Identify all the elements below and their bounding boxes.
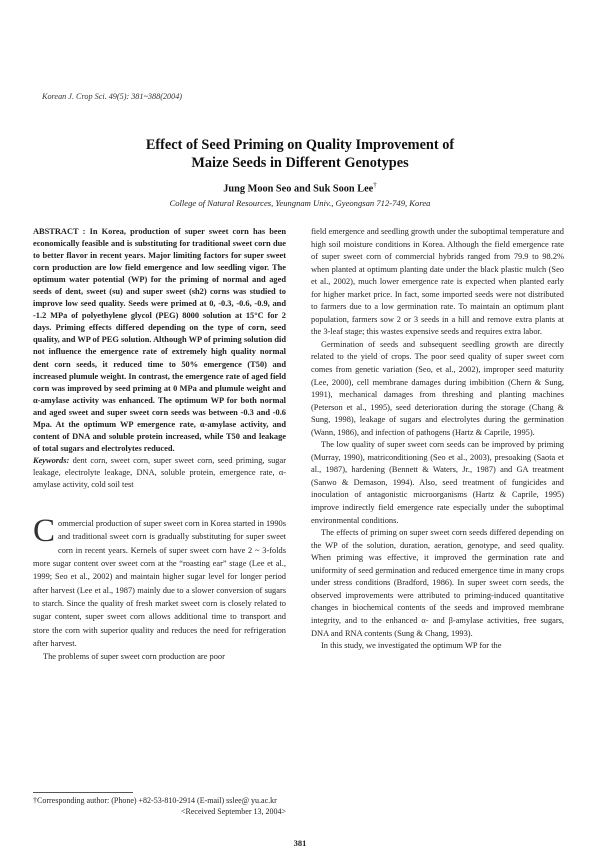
abstract-text: In Korea, production of super sweet corn has been economically feasible and is substituting for traditional sweet corn due to better flavor in recent years. Major limiting factors for super sweet corn production are low field emergence and low seedling vigor. The optimum water potential (WP) for the priming of normal and aged seeds of dent, sweet (su) and super sweet (sh2) corns was studied to improve low seed quality. Seeds were primed at 0, -0.3, -0.6, -0.9, and -1.2 MPa of polyethylene glycol (PEG) 8000 solution at 15°C for 2 days. Priming effects differed depending on the type of corn, seed quality, and WP of PEG solution. Although WP of priming solution did not influence the emergence rate of extremely high quality normal dent corn seeds, it reduced time to 50% emergence (T50) and increased plumule weight. In contrast, the emergence rate of aged field corn was improved by seed priming at 0 MPa and plumule weight and α-amylase activity was enhanced. The optimum WP for both normal and aged sweet and super sweet corn seeds was between -0.3 and -0.6 Mpa. At the optimum WP emergence rate, α-amylase activity, and content of DNA and soluble protein increased, while T50 and leakage of total sugars and electrolytes reduced. bbox=[33, 227, 286, 453]
keywords-text: dent corn, sweet corn, super sweet corn, seed priming, sugar leakage, electrolyte leakage, DNA, soluble protein, emergence rate, α-amylase activity, cold soil test bbox=[33, 455, 286, 489]
affiliation: College of Natural Resources, Yeungnam Univ., Gyeongsan 712-749, Korea bbox=[169, 198, 431, 208]
drop-cap: C bbox=[33, 513, 56, 550]
footnote bbox=[33, 796, 286, 817]
authors bbox=[40, 181, 560, 194]
right-paragraph-3: The low quality of super sweet corn seeds can be improved by priming (Murray, 1990), matriconditioning (Seo et al., 2003), presoaking (Saota et al., 1987), hardening (Bennett & Waters, Jr., 1987) and GA treatment (Sanwo & Demason, 1994). Also, seed treatment of fungicides and inoculation of antagonistic microorganisms (Hartz & Caprile, 1995) improve indirectly field emergence rate especially under the suboptimal environmental conditions. bbox=[311, 440, 564, 525]
intro-paragraph-2: The problems of super sweet corn production are poor bbox=[43, 652, 225, 662]
title-line-2: Maize Seeds in Different Genotypes bbox=[191, 155, 409, 171]
received-date: <Received September 13, 2004> bbox=[181, 806, 286, 816]
right-paragraph-1: field emergence and seedling growth under the suboptimal temperature and high soil moisture conditions in Korea. Although the field emergence rate of super sweet corn of commercial hybrids ranged from 79.9 to 98.2% when planted at optimum planting date under the black plastic mulch (Seo et al., 2002), much lower emergence rate is expected when planted early for higher market price. In fact, some imported seeds were not distributed to farmers due to a low germination rate. To maintain an optimum plant population, farmers sow 2 or 3 seeds in a hill and remove extra plants at the 3-leaf stage; this wastes expensive seeds and requires extra labor. bbox=[311, 227, 564, 337]
abstract-label: ABSTRACT : bbox=[33, 227, 90, 236]
keywords bbox=[33, 455, 286, 491]
right-column bbox=[311, 226, 564, 653]
abstract bbox=[33, 226, 286, 455]
footnote-rule bbox=[33, 792, 133, 793]
keywords-label: Keywords: bbox=[33, 455, 73, 465]
right-paragraph-4: The effects of priming on super sweet corn seeds differed depending on the WP of the solution, duration, aeration, genotype, and seed quality. When priming was effective, it improved the germination rate and uniformity of seed germination and reduced emergence time in many crops under stress conditions (Bradford, 1986). In super sweet corn seeds, the observed improvements were attributed to priming-induced quantitative changes in biochemical contents of the seeds and improved membrane integrity, and to the enhanced α- and β-amylase activities, free sugars, DNA and RNA contents (Sung & Chang, 1993). bbox=[311, 528, 564, 638]
intro-paragraph-1-text: ommercial production of super sweet corn in Korea started in 1990s and traditional sweet corn is gradually substituting for super sweet corn in recent years. Kernels of super sweet corn have 2 ~ 3-folds more sugar content over sweet corn at the “roasting ear” stage (Lee et al., 1999; Seo et al., 2002) and maintain higher sugar level for longer period after harvest (Lee et al., 1987) mainly due to a slower conversion of sugars to starch. Since the quality of fresh market sweet corn is closely related to sugar content, super sweet corn allows additional time to transport and store the corn with superior quality and reduces the need for refrigeration after harvest. bbox=[33, 519, 286, 649]
author-names: Jung Moon Seo and Suk Soon Lee bbox=[223, 183, 374, 195]
left-column bbox=[33, 226, 286, 664]
corresponding-author-note: †Corresponding author: (Phone) +82-53-810-2914 (E-mail) sslee@ yu.ac.kr bbox=[33, 796, 277, 805]
title-line-1: Effect of Seed Priming on Quality Improvement of bbox=[145, 137, 455, 153]
intro-paragraph-1 bbox=[33, 513, 286, 650]
page-number: 381 bbox=[293, 838, 307, 848]
introduction bbox=[33, 513, 286, 664]
right-paragraph-5: In this study, we investigated the optimum WP for the bbox=[321, 641, 502, 651]
corresponding-mark: † bbox=[373, 181, 377, 189]
right-paragraph-2: Germination of seeds and subsequent seedling growth are directly related to the yield of crops. The poor seed quality of super sweet corn comes from genetic variation (Seo, et al., 2002), improper seed maturity (Lee, 2000), cell membrane damages during imbibition (Chern & Sung, 1991), mechanical damages from threshing and planting machines (Peterson et al., 1995), seed deterioration during the storage (Chang & Sung, 1998), leakage of sugars and electrolytes during the germination (Wann, 1986), and infection of pathogens (Hartz & Caprile, 1995). bbox=[311, 339, 564, 437]
journal-citation: Korean J. Crop Sci. 49(5): 381~388(2004) bbox=[42, 92, 183, 101]
article-title bbox=[40, 136, 560, 172]
